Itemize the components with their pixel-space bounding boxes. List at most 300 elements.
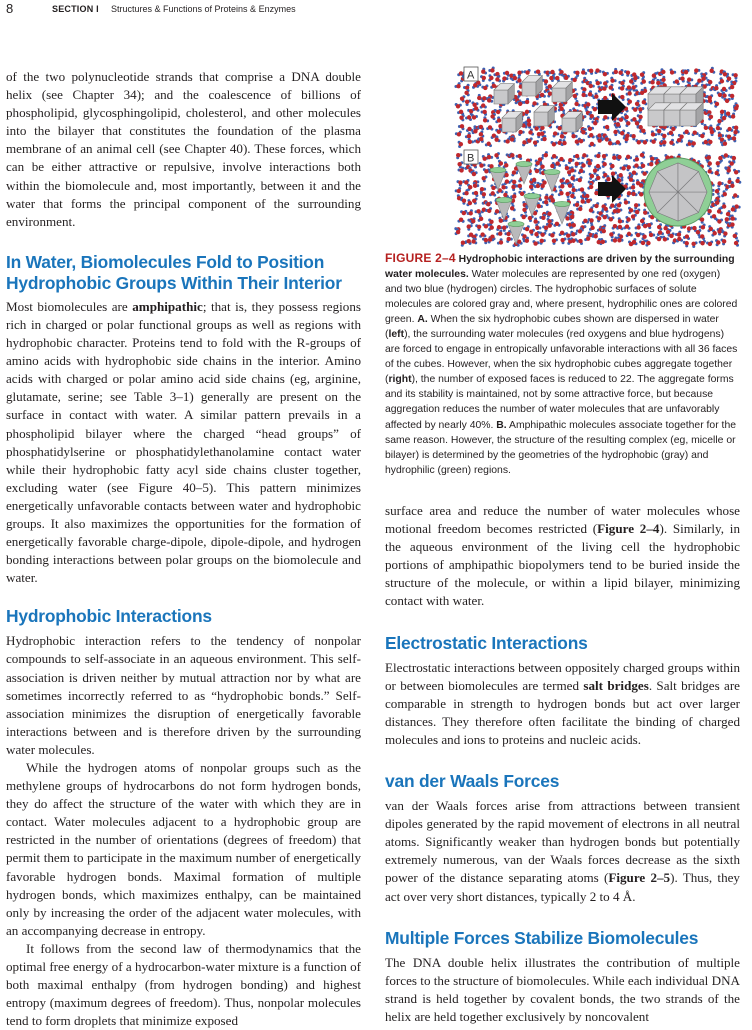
water-molecule bbox=[633, 163, 640, 168]
oxygen-atom bbox=[536, 161, 540, 165]
oxygen-atom bbox=[733, 234, 737, 238]
oxygen-atom bbox=[709, 69, 713, 73]
oxygen-atom bbox=[647, 223, 651, 227]
water-molecule bbox=[472, 191, 479, 197]
oxygen-atom bbox=[620, 95, 624, 99]
oxygen-atom bbox=[661, 78, 665, 82]
oxygen-atom bbox=[635, 210, 639, 214]
oxygen-atom bbox=[670, 70, 674, 74]
water-molecule bbox=[523, 225, 530, 231]
oxygen-atom bbox=[671, 127, 675, 131]
oxygen-atom bbox=[541, 216, 545, 220]
water-molecule bbox=[458, 141, 463, 148]
oxygen-atom bbox=[578, 229, 582, 233]
oxygen-atom bbox=[481, 103, 485, 107]
caption-panel-b: B. bbox=[496, 419, 507, 431]
oxygen-atom bbox=[525, 110, 529, 114]
oxygen-atom bbox=[657, 237, 661, 241]
oxygen-atom bbox=[727, 168, 731, 172]
oxygen-atom bbox=[479, 217, 483, 221]
oxygen-atom bbox=[477, 96, 481, 100]
water-molecule bbox=[516, 184, 522, 190]
water-molecule bbox=[471, 101, 478, 107]
oxygen-atom bbox=[482, 96, 486, 100]
water-molecule bbox=[463, 84, 470, 90]
oxygen-atom bbox=[551, 198, 555, 202]
oxygen-atom bbox=[457, 132, 461, 136]
water-molecule bbox=[503, 191, 509, 198]
oxygen-atom bbox=[578, 239, 582, 243]
oxygen-atom bbox=[637, 140, 641, 144]
water-molecule bbox=[478, 215, 484, 222]
text-run: ). Thus, they act over very short distances, typically 2 to 4 Å. bbox=[385, 870, 740, 904]
water-molecule bbox=[717, 181, 723, 187]
water-molecule bbox=[612, 68, 618, 75]
oxygen-atom bbox=[495, 209, 499, 213]
water-molecule bbox=[481, 110, 487, 116]
water-molecule bbox=[618, 85, 625, 91]
oxygen-atom bbox=[629, 177, 633, 181]
water-molecule bbox=[454, 82, 460, 88]
oxygen-atom bbox=[701, 77, 705, 81]
water-molecule bbox=[625, 120, 630, 127]
oxygen-atom bbox=[697, 79, 701, 83]
water-molecule bbox=[581, 91, 587, 97]
oxygen-atom bbox=[458, 180, 462, 184]
water-molecule bbox=[618, 217, 624, 223]
oxygen-atom bbox=[581, 93, 585, 97]
oxygen-atom bbox=[632, 171, 636, 175]
water-molecule bbox=[558, 182, 564, 188]
oxygen-atom bbox=[733, 73, 737, 77]
oxygen-atom bbox=[548, 91, 552, 95]
oxygen-atom bbox=[570, 168, 574, 172]
oxygen-atom bbox=[456, 104, 460, 108]
water-molecule bbox=[482, 223, 489, 228]
oxygen-atom bbox=[727, 76, 731, 80]
cube-front bbox=[680, 110, 696, 126]
water-molecule bbox=[565, 164, 571, 170]
oxygen-atom bbox=[624, 137, 628, 141]
water-molecule bbox=[691, 241, 697, 248]
oxygen-atom bbox=[575, 162, 579, 166]
oxygen-atom bbox=[578, 178, 582, 182]
water-molecule bbox=[588, 133, 595, 138]
oxygen-atom bbox=[616, 140, 620, 144]
oxygen-atom bbox=[610, 78, 614, 82]
oxygen-atom bbox=[617, 155, 621, 159]
water-molecule bbox=[520, 214, 527, 219]
water-molecule bbox=[589, 206, 595, 213]
cube-front bbox=[562, 118, 576, 132]
oxygen-atom bbox=[677, 138, 681, 142]
water-molecule bbox=[575, 162, 581, 168]
oxygen-atom bbox=[704, 126, 708, 130]
oxygen-atom bbox=[707, 209, 711, 213]
oxygen-atom bbox=[547, 212, 551, 216]
oxygen-atom bbox=[507, 237, 511, 241]
water-molecule bbox=[568, 158, 574, 164]
water-molecule bbox=[517, 70, 523, 76]
water-molecule bbox=[475, 224, 481, 231]
oxygen-atom bbox=[497, 130, 501, 134]
water-molecule bbox=[670, 126, 677, 131]
oxygen-atom bbox=[483, 86, 487, 90]
oxygen-atom bbox=[525, 100, 529, 104]
oxygen-atom bbox=[581, 163, 585, 167]
oxygen-atom bbox=[564, 76, 568, 80]
oxygen-atom bbox=[512, 194, 516, 198]
water-molecule bbox=[675, 231, 681, 237]
oxygen-atom bbox=[616, 122, 620, 126]
water-molecule bbox=[734, 239, 739, 246]
oxygen-atom bbox=[582, 153, 586, 157]
oxygen-atom bbox=[631, 185, 635, 189]
oxygen-atom bbox=[572, 188, 576, 192]
water-molecule bbox=[554, 161, 561, 166]
water-molecule bbox=[494, 109, 501, 115]
water-molecule bbox=[540, 135, 546, 141]
water-molecule bbox=[460, 95, 466, 102]
hydrophobic-cube bbox=[552, 82, 572, 102]
oxygen-atom bbox=[573, 94, 577, 98]
oxygen-atom bbox=[532, 178, 536, 182]
oxygen-atom bbox=[462, 198, 466, 202]
oxygen-atom bbox=[496, 110, 500, 114]
amphipathic-molecule bbox=[544, 169, 560, 192]
oxygen-atom bbox=[480, 187, 484, 191]
oxygen-atom bbox=[518, 102, 522, 106]
oxygen-atom bbox=[717, 181, 721, 185]
oxygen-atom bbox=[540, 132, 544, 136]
water-molecule bbox=[707, 167, 713, 174]
oxygen-atom bbox=[528, 130, 532, 134]
water-molecule bbox=[458, 124, 465, 130]
oxygen-atom bbox=[580, 199, 584, 203]
oxygen-atom bbox=[618, 70, 622, 74]
oxygen-atom bbox=[527, 118, 531, 122]
oxygen-atom bbox=[482, 110, 486, 114]
water-molecule bbox=[649, 231, 655, 237]
oxygen-atom bbox=[734, 241, 738, 245]
water-molecule bbox=[608, 139, 614, 145]
oxygen-atom bbox=[471, 219, 475, 223]
oxygen-atom bbox=[471, 239, 475, 243]
oxygen-atom bbox=[489, 220, 493, 224]
oxygen-atom bbox=[571, 239, 575, 243]
oxygen-atom bbox=[708, 80, 712, 84]
oxygen-atom bbox=[479, 163, 483, 167]
oxygen-atom bbox=[735, 179, 739, 183]
water-molecule bbox=[510, 204, 516, 211]
oxygen-atom bbox=[691, 242, 695, 246]
oxygen-atom bbox=[459, 218, 463, 222]
water-molecule bbox=[518, 130, 525, 136]
water-molecule bbox=[471, 114, 478, 120]
oxygen-atom bbox=[638, 125, 642, 129]
micelle bbox=[644, 158, 712, 226]
oxygen-atom bbox=[575, 154, 579, 158]
water-molecule bbox=[624, 70, 630, 77]
water-molecule bbox=[578, 138, 585, 144]
water-molecule bbox=[624, 198, 630, 204]
oxygen-atom bbox=[666, 230, 670, 234]
water-molecule bbox=[460, 198, 466, 205]
water-molecule bbox=[611, 172, 617, 178]
water-molecule bbox=[640, 71, 645, 78]
oxygen-atom bbox=[603, 81, 607, 85]
oxygen-atom bbox=[593, 168, 597, 172]
water-molecule bbox=[661, 133, 667, 140]
oxygen-atom bbox=[640, 153, 644, 157]
water-molecule bbox=[618, 95, 624, 101]
water-molecule bbox=[602, 161, 607, 168]
oxygen-atom bbox=[585, 194, 589, 198]
water-molecule bbox=[718, 77, 724, 84]
oxygen-atom bbox=[550, 164, 554, 168]
oxygen-atom bbox=[540, 239, 544, 243]
oxygen-atom bbox=[550, 233, 554, 237]
oxygen-atom bbox=[468, 140, 472, 144]
oxygen-atom bbox=[593, 121, 597, 125]
water-molecule bbox=[532, 240, 539, 246]
oxygen-atom bbox=[638, 115, 642, 119]
oxygen-atom bbox=[495, 77, 499, 81]
water-molecule bbox=[733, 130, 739, 136]
water-molecule bbox=[532, 101, 539, 107]
water-molecule bbox=[718, 155, 724, 162]
oxygen-atom bbox=[535, 169, 539, 173]
oxygen-atom bbox=[586, 236, 590, 240]
oxygen-atom bbox=[604, 207, 608, 211]
oxygen-atom bbox=[494, 137, 498, 141]
oxygen-atom bbox=[467, 239, 471, 243]
water-molecule bbox=[708, 113, 713, 120]
water-molecule bbox=[610, 77, 616, 83]
oxygen-atom bbox=[528, 216, 532, 220]
water-molecule bbox=[628, 207, 633, 214]
oxygen-atom bbox=[490, 68, 494, 72]
water-molecule bbox=[571, 76, 578, 82]
oxygen-atom bbox=[669, 234, 673, 238]
term-salt-bridges: salt bridges bbox=[583, 677, 649, 693]
oxygen-atom bbox=[559, 157, 563, 161]
oxygen-atom bbox=[610, 164, 614, 168]
oxygen-atom bbox=[639, 183, 643, 187]
oxygen-atom bbox=[720, 110, 724, 114]
oxygen-atom bbox=[540, 184, 544, 188]
water-molecule bbox=[657, 223, 662, 230]
water-molecule bbox=[706, 160, 711, 167]
water-molecule bbox=[542, 225, 548, 232]
water-molecule bbox=[669, 139, 675, 146]
water-molecule bbox=[603, 125, 610, 131]
water-molecule bbox=[542, 151, 548, 157]
oxygen-atom bbox=[635, 121, 639, 125]
water-molecule bbox=[464, 89, 469, 96]
water-molecule bbox=[559, 231, 566, 236]
oxygen-atom bbox=[506, 232, 510, 236]
text-run: Most biomolecules are bbox=[6, 298, 133, 314]
water-molecule bbox=[498, 160, 503, 167]
oxygen-atom bbox=[677, 232, 681, 236]
water-molecule bbox=[690, 226, 697, 232]
oxygen-atom bbox=[733, 193, 737, 197]
oxygen-atom bbox=[611, 172, 615, 176]
water-molecule bbox=[465, 132, 471, 138]
oxygen-atom bbox=[581, 70, 585, 74]
water-molecule bbox=[718, 131, 724, 137]
water-molecule bbox=[487, 153, 493, 159]
water-molecule bbox=[468, 138, 474, 144]
oxygen-atom bbox=[631, 192, 635, 196]
water-molecule bbox=[550, 141, 557, 146]
oxygen-atom bbox=[596, 81, 600, 85]
water-molecule bbox=[626, 232, 633, 237]
water-molecule bbox=[472, 197, 478, 204]
oxygen-atom bbox=[555, 161, 559, 165]
oxygen-atom bbox=[517, 78, 521, 82]
water-molecule bbox=[659, 76, 665, 82]
water-molecule bbox=[637, 114, 643, 121]
water-molecule bbox=[673, 79, 680, 85]
water-molecule bbox=[542, 200, 549, 206]
hydrophobic-cube bbox=[494, 84, 514, 104]
water-molecule bbox=[528, 129, 534, 136]
water-molecule bbox=[581, 68, 587, 75]
oxygen-atom bbox=[675, 79, 679, 83]
water-molecule bbox=[528, 215, 534, 222]
oxygen-atom bbox=[669, 131, 673, 135]
oxygen-atom bbox=[617, 203, 621, 207]
heading-electrostatic: Electrostatic Interactions bbox=[385, 632, 588, 653]
oxygen-atom bbox=[649, 162, 653, 166]
page-number: 8 bbox=[6, 1, 14, 16]
oxygen-atom bbox=[589, 84, 593, 88]
oxygen-atom bbox=[552, 239, 556, 243]
oxygen-atom bbox=[518, 184, 522, 188]
water-molecule bbox=[576, 176, 583, 182]
oxygen-atom bbox=[505, 139, 509, 143]
water-molecule bbox=[510, 192, 516, 198]
oxygen-atom bbox=[540, 164, 544, 168]
water-molecule bbox=[595, 79, 602, 85]
oxygen-atom bbox=[521, 215, 525, 219]
oxygen-atom bbox=[632, 117, 636, 121]
oxygen-atom bbox=[459, 142, 463, 146]
figure-label: FIGURE 2–4 bbox=[385, 251, 456, 265]
water-molecule bbox=[523, 98, 529, 104]
figure-2-4-illustration bbox=[452, 60, 742, 248]
oxygen-atom bbox=[586, 199, 590, 203]
water-molecule bbox=[488, 66, 494, 72]
oxygen-atom bbox=[552, 154, 556, 158]
panel-a-label: A bbox=[467, 69, 475, 82]
water-molecule bbox=[539, 231, 546, 236]
water-molecule bbox=[587, 69, 593, 75]
oxygen-atom bbox=[472, 172, 476, 176]
oxygen-atom bbox=[722, 93, 726, 97]
oxygen-atom bbox=[467, 127, 471, 131]
amphipathic-molecule bbox=[496, 197, 512, 220]
oxygen-atom bbox=[472, 115, 476, 119]
water-molecule bbox=[467, 209, 473, 215]
cube-front bbox=[522, 82, 536, 96]
oxygen-atom bbox=[631, 214, 635, 218]
water-molecule bbox=[535, 224, 541, 230]
water-molecule bbox=[618, 69, 623, 76]
oxygen-atom bbox=[467, 134, 471, 138]
oxygen-atom bbox=[717, 119, 721, 123]
oxygen-atom bbox=[467, 115, 471, 119]
oxygen-atom bbox=[596, 154, 600, 158]
water-molecule bbox=[465, 100, 471, 106]
water-molecule bbox=[534, 231, 540, 238]
water-molecule bbox=[494, 152, 500, 159]
heading-biomolecules-fold: In Water, Biomolecules Fold to Position Hydrophobic Groups Within Their Interior bbox=[6, 251, 342, 293]
oxygen-atom bbox=[603, 115, 607, 119]
water-molecule bbox=[516, 154, 523, 160]
water-molecule bbox=[578, 169, 585, 175]
right-column bbox=[385, 502, 740, 1026]
oxygen-atom bbox=[692, 226, 696, 230]
water-molecule bbox=[633, 76, 639, 82]
oxygen-atom bbox=[460, 124, 464, 128]
water-molecule bbox=[480, 75, 486, 82]
oxygen-atom bbox=[487, 142, 491, 146]
oxygen-atom bbox=[603, 72, 607, 76]
oxygen-atom bbox=[715, 200, 719, 204]
oxygen-atom bbox=[680, 76, 684, 80]
water-molecule bbox=[595, 174, 601, 181]
oxygen-atom bbox=[529, 229, 533, 233]
water-molecule bbox=[650, 138, 657, 144]
oxygen-atom bbox=[565, 166, 569, 170]
oxygen-atom bbox=[534, 126, 538, 130]
water-molecule bbox=[710, 214, 717, 220]
caption-text: ), the number of exposed faces is reduced to 22. The aggregate forms and its stability is maintained, not by some attractive force, but because aggregation reduces the number of water molecules that are unfavorably affected by nearly 40%. bbox=[385, 374, 734, 431]
water-molecule bbox=[694, 68, 700, 74]
water-molecule bbox=[678, 76, 684, 82]
water-molecule bbox=[485, 201, 492, 206]
water-molecule bbox=[716, 124, 722, 130]
oxygen-atom bbox=[502, 226, 506, 230]
oxygen-atom bbox=[712, 214, 716, 218]
oxygen-atom bbox=[714, 171, 718, 175]
oxygen-atom bbox=[733, 130, 737, 134]
cube-front bbox=[648, 110, 664, 126]
oxygen-atom bbox=[560, 231, 564, 235]
oxygen-atom bbox=[498, 231, 502, 235]
oxygen-atom bbox=[583, 219, 587, 223]
aggregate-cube bbox=[680, 103, 703, 126]
oxygen-atom bbox=[640, 72, 644, 76]
oxygen-atom bbox=[596, 176, 600, 180]
oxygen-atom bbox=[618, 173, 622, 177]
water-molecule bbox=[715, 188, 720, 195]
water-molecule bbox=[573, 201, 579, 207]
water-molecule bbox=[582, 153, 589, 159]
caption-left: left bbox=[388, 329, 405, 341]
oxygen-atom bbox=[663, 226, 667, 230]
oxygen-atom bbox=[597, 240, 601, 244]
oxygen-atom bbox=[730, 161, 734, 165]
water-molecule bbox=[632, 107, 639, 112]
oxygen-atom bbox=[609, 217, 613, 221]
water-molecule bbox=[540, 239, 546, 245]
water-molecule bbox=[511, 170, 518, 176]
oxygen-atom bbox=[568, 184, 572, 188]
